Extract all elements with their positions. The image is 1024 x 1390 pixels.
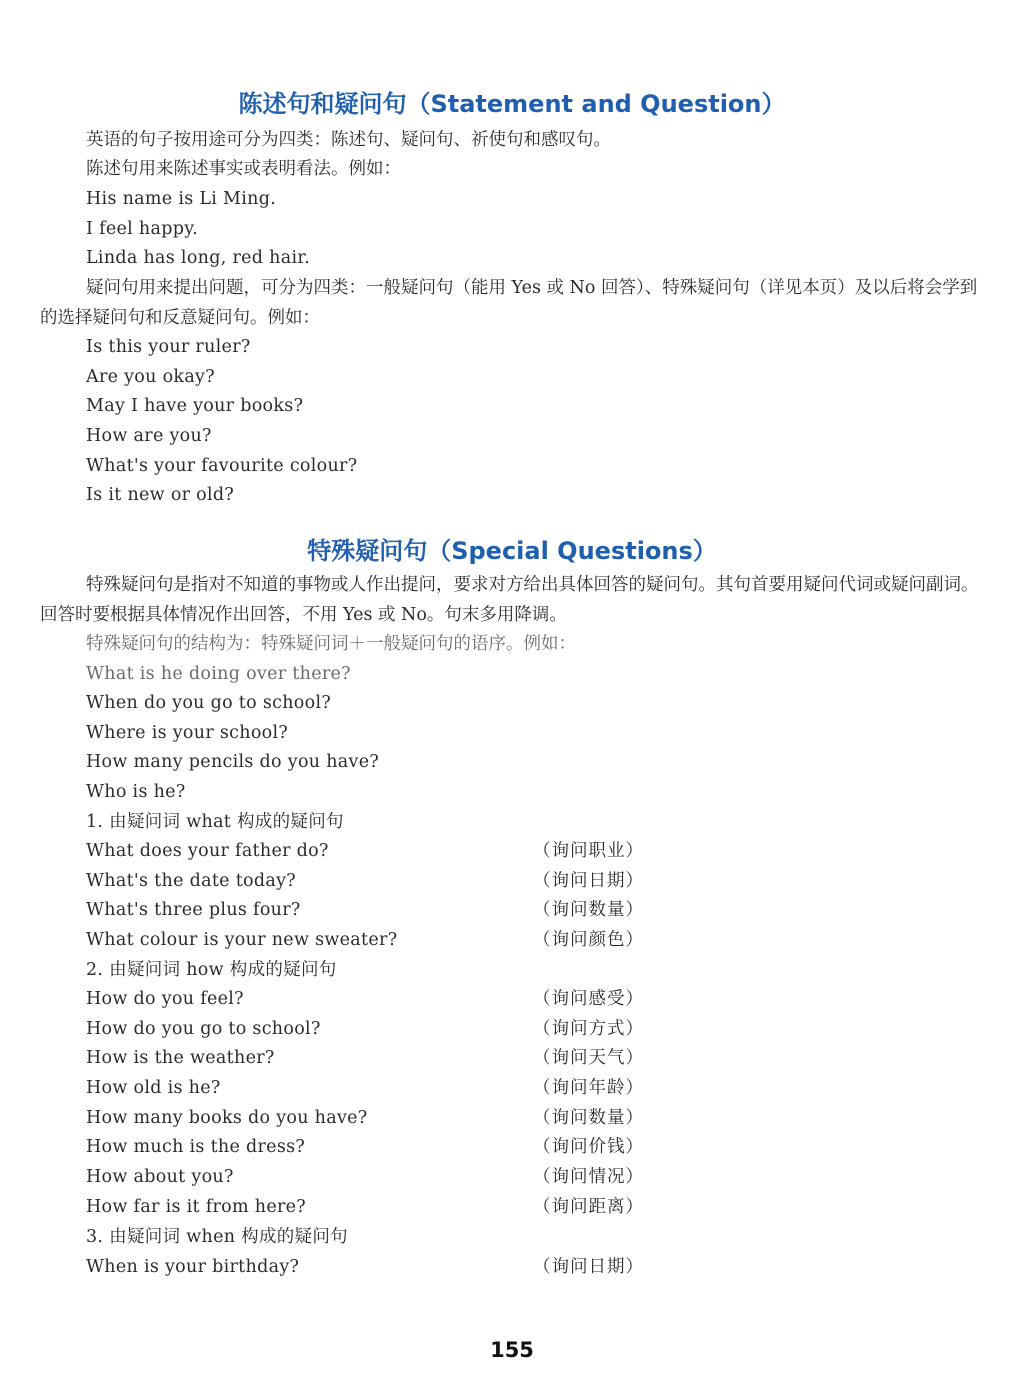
group-heading-what: 1. 由疑问词 what 构成的疑问句: [86, 812, 344, 832]
question-example: How do you feel?: [86, 989, 244, 1009]
example-sentence: When do you go to school?: [86, 693, 332, 713]
question-example: What's three plus four?: [86, 900, 301, 920]
statement-description: 陈述句用来陈述事实或表明看法。例如：: [86, 159, 401, 179]
question-note: （询问年龄）: [533, 1078, 644, 1098]
special-question-description: 特殊疑问句是指对不知道的事物或人作出提问，要求对方给出具体回答的疑问句。其句首要用疑问代词或疑问副词。回答时要根据具体情况作出回答，不用 Yes 或 No。句末多用降调。: [40, 575, 979, 625]
example-sentence: Is this your ruler?: [86, 337, 251, 357]
question-note: （询问天气）: [533, 1048, 644, 1068]
question-note: （询问方式）: [533, 1019, 644, 1039]
example-sentence: What is he doing over there?: [86, 664, 351, 684]
question-example: How old is he?: [86, 1078, 221, 1098]
question-note: （询问数量）: [533, 1108, 644, 1128]
example-sentence: Where is your school?: [86, 723, 289, 743]
example-sentence: Are you okay?: [86, 367, 215, 387]
example-sentence: I feel happy.: [86, 219, 198, 239]
example-sentence: Who is he?: [86, 782, 186, 802]
special-question-structure: 特殊疑问句的结构为：特殊疑问词＋一般疑问句的语序。例如：: [86, 634, 576, 654]
question-note: （询问日期）: [533, 871, 644, 891]
page-number: 155: [490, 1338, 534, 1362]
intro-paragraph: 英语的句子按用途可分为四类：陈述句、疑问句、祈使句和感叹句。: [86, 130, 611, 150]
example-sentence: How many pencils do you have?: [86, 752, 380, 772]
example-sentence: What's your favourite colour?: [86, 456, 358, 476]
question-example: How many books do you have?: [86, 1108, 368, 1128]
question-example: How is the weather?: [86, 1048, 275, 1068]
example-sentence: Is it new or old?: [86, 485, 235, 505]
group-heading-how: 2. 由疑问词 how 构成的疑问句: [86, 960, 337, 980]
example-sentence: Linda has long, red hair.: [86, 248, 310, 268]
question-example: When is your birthday?: [86, 1257, 300, 1277]
question-example: What does your father do?: [86, 841, 329, 861]
question-example: How do you go to school?: [86, 1019, 321, 1039]
group-heading-when: 3. 由疑问词 when 构成的疑问句: [86, 1227, 348, 1247]
question-note: （询问颜色）: [533, 930, 644, 950]
example-sentence: His name is Li Ming.: [86, 189, 277, 209]
question-example: How far is it from here?: [86, 1197, 306, 1217]
question-note: （询问感受）: [533, 989, 644, 1009]
question-note: （询问数量）: [533, 900, 644, 920]
section-title-special-questions: 特殊疑问句（Special Questions）: [307, 537, 717, 565]
question-example: What's the date today?: [86, 871, 296, 891]
section-title-statement-question: 陈述句和疑问句（Statement and Question）: [238, 90, 786, 118]
question-example: What colour is your new sweater?: [86, 930, 398, 950]
question-description: 疑问句用来提出问题，可分为四类：一般疑问句（能用 Yes 或 No 回答）、特殊疑问句（详见本页）及以后将会学到的选择疑问句和反意疑问句。例如：: [40, 278, 978, 328]
question-note: （询问距离）: [533, 1197, 644, 1217]
example-sentence: May I have your books?: [86, 396, 304, 416]
example-sentence: How are you?: [86, 426, 212, 446]
question-note: （询问职业）: [533, 841, 644, 861]
question-note: （询问情况）: [533, 1167, 644, 1187]
question-example: How much is the dress?: [86, 1137, 306, 1157]
question-example: How about you?: [86, 1167, 234, 1187]
question-note: （询问日期）: [533, 1257, 644, 1277]
question-note: （询问价钱）: [533, 1137, 644, 1157]
